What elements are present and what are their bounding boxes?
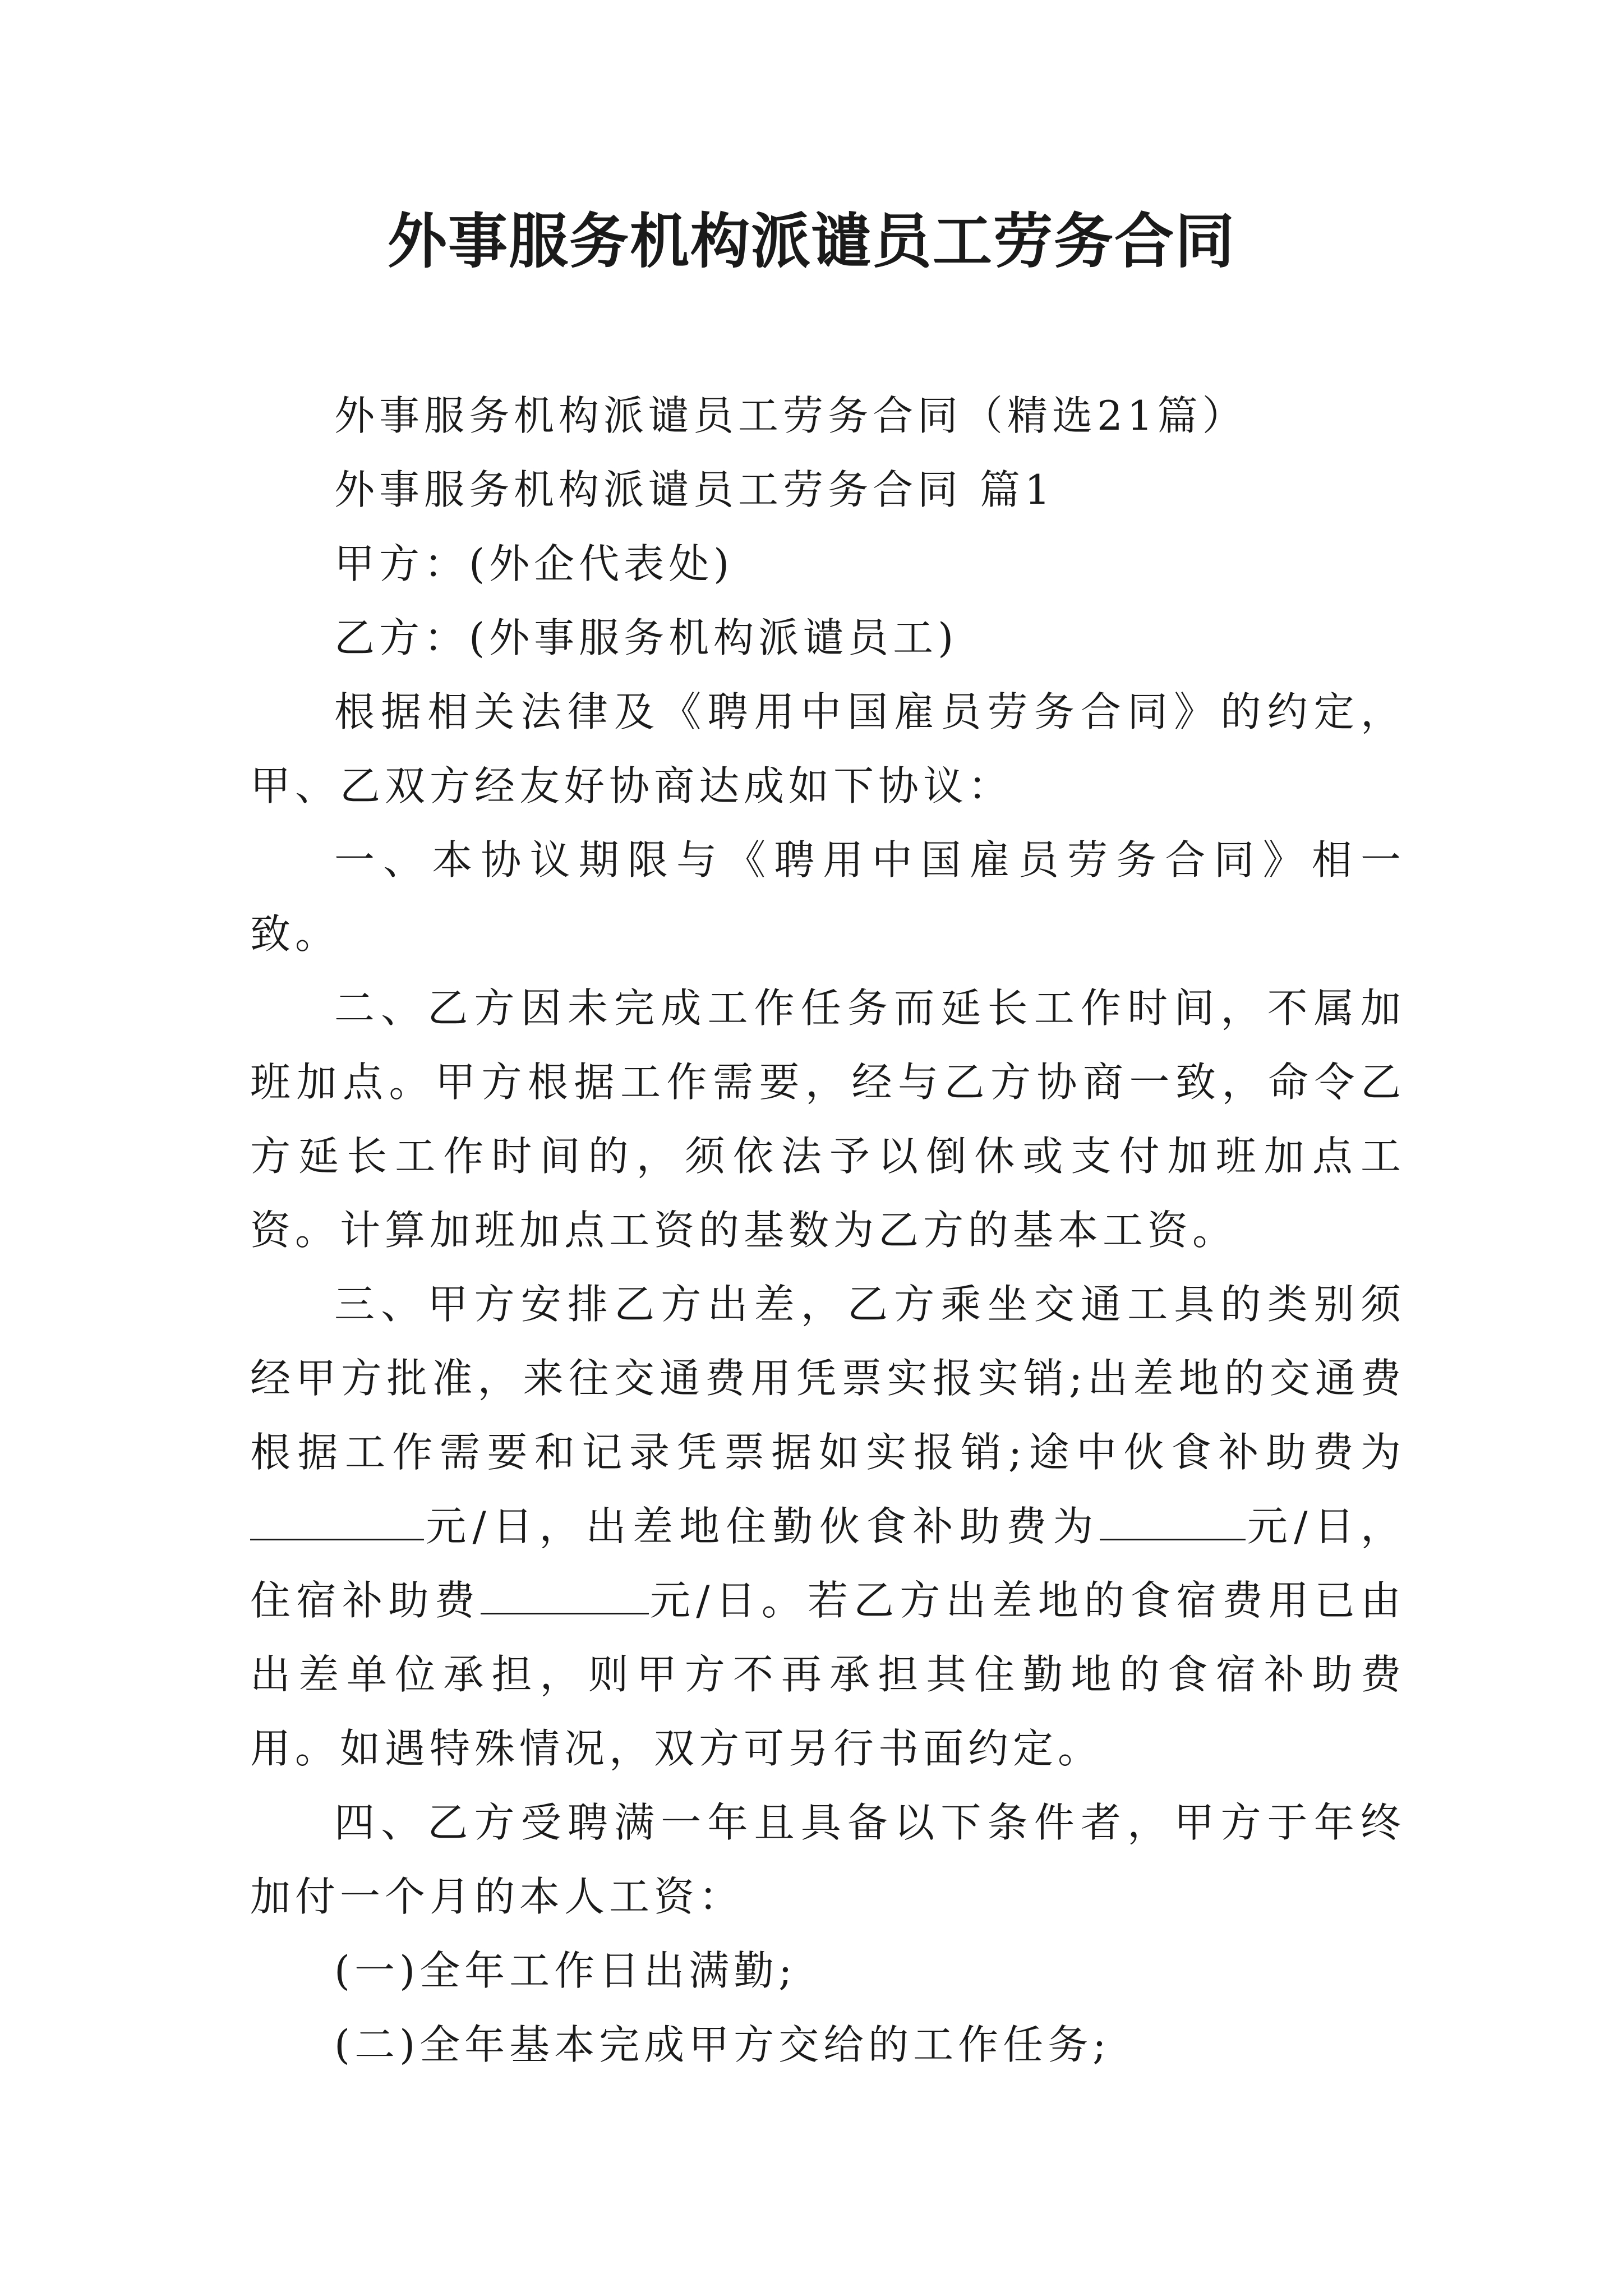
clause-3-part-1: 三、甲方安排乙方出差，乙方乘坐交通工具的类别须经甲方批准，来往交通费用凭票实报实销;出差地的交通费根据工作需要和记录凭票据如实报销;途中伙食补助费为 bbox=[250, 1281, 1405, 1476]
paragraph-party-a: 甲方：(外企代表处) bbox=[334, 540, 734, 587]
clause-3-part-2: 元/日，出差地住勤伙食补助费为 bbox=[424, 1503, 1100, 1550]
blank-line-travel-meal bbox=[250, 1504, 424, 1540]
paragraph-condition-1: (一)全年工作日出满勤; bbox=[334, 1947, 797, 1994]
document-body bbox=[250, 379, 1405, 2082]
blank-line-onsite-meal bbox=[1100, 1504, 1246, 1540]
document-title: 外事服务机构派谴员工劳务合同 bbox=[388, 206, 1235, 276]
blank-line-lodging bbox=[481, 1578, 649, 1614]
paragraph-party-b: 乙方：(外事服务机构派谴员工) bbox=[334, 614, 958, 661]
paragraph-clause-1: 一、本协议期限与《聘用中国雇员劳务合同》相一致。 bbox=[250, 836, 1405, 958]
clause-3-part-4: 元/日。若乙方出差地的食宿费用已由出差单位承担，则甲方不再承担其住勤地的食宿补助费用。如遇特殊情况，双方可另行书面约定。 bbox=[250, 1577, 1405, 1772]
paragraph-subtitle: 外事服务机构派谴员工劳务合同（精选21篇） bbox=[334, 392, 1247, 439]
paragraph-clause-3 bbox=[250, 1267, 1405, 1786]
paragraph-preamble: 根据相关法律及《聘用中国雇员劳务合同》的约定，甲、乙双方经友好协商达成如下协议： bbox=[250, 688, 1405, 809]
clause-3-part-3: 元/日，住宿补助费 bbox=[250, 1503, 1405, 1624]
paragraph-clause-4: 四、乙方受聘满一年且具备以下条件者，甲方于年终加付一个月的本人工资： bbox=[250, 1799, 1405, 1920]
paragraph-condition-2: (二)全年基本完成甲方交给的工作任务; bbox=[334, 2021, 1111, 2068]
paragraph-clause-2: 二、乙方因未完成工作任务而延长工作时间，不属加班加点。甲方根据工作需要，经与乙方协商一致，命令乙方延长工作时间的，须依法予以倒休或支付加班加点工资。计算加班加点工资的基数为乙方的基本工资。 bbox=[250, 984, 1405, 1254]
paragraph-section-heading: 外事服务机构派谴员工劳务合同 篇1 bbox=[334, 466, 1055, 513]
